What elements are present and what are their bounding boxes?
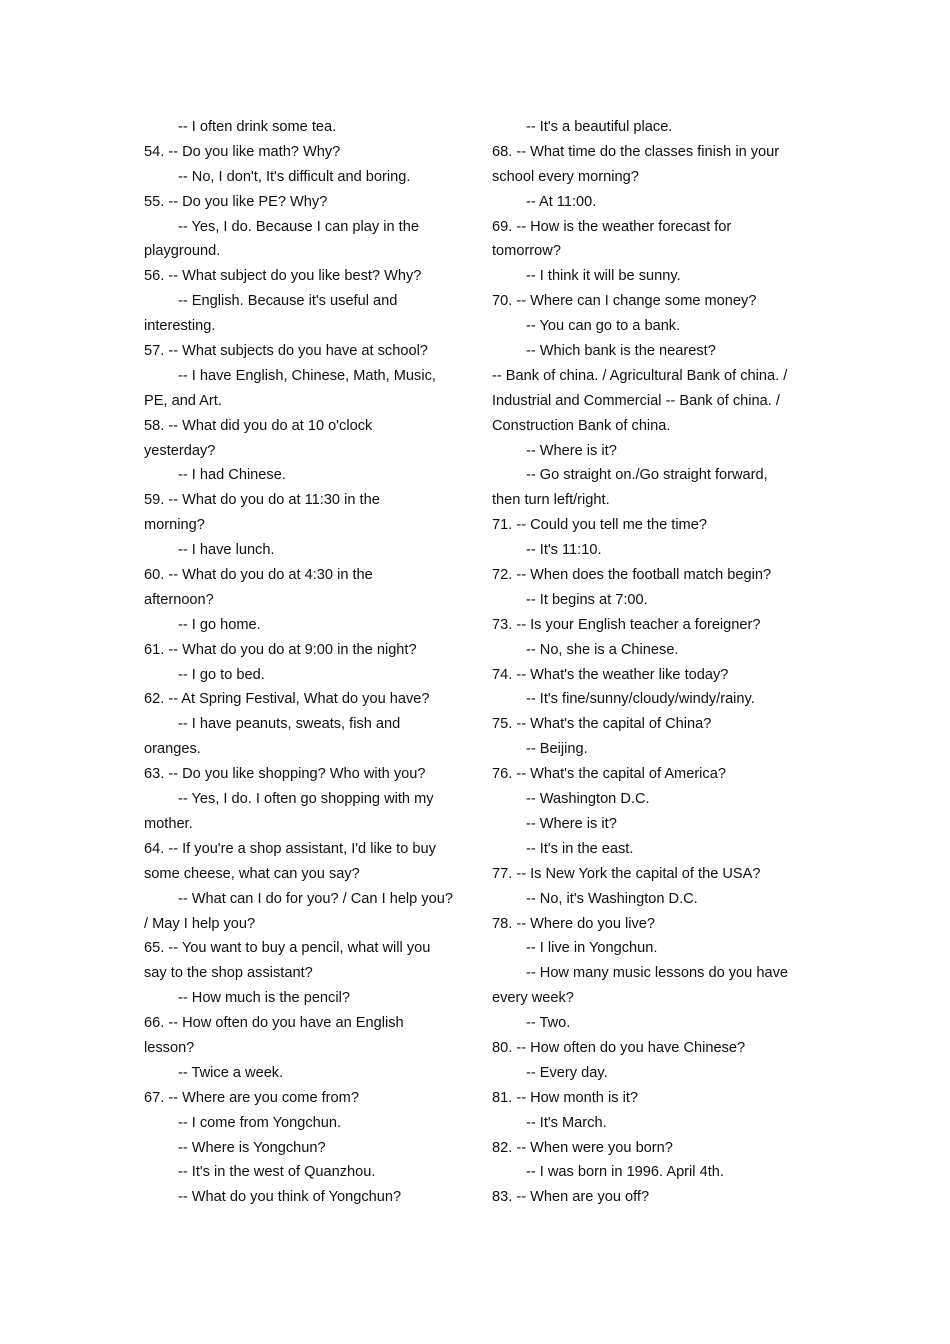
answer-line: -- How much is the pencil? xyxy=(178,990,350,1007)
question-line: 78. -- Where do you live? xyxy=(492,915,656,932)
question-line: 66. -- How often do you have an English xyxy=(144,1015,404,1032)
question-line: say to the shop assistant? xyxy=(144,965,313,982)
question-line: 63. -- Do you like shopping? Who with you? xyxy=(144,766,426,783)
question-line: 61. -- What do you do at 9:00 in the night? xyxy=(144,641,417,658)
answer-line: -- It's 11:10. xyxy=(526,542,602,559)
question-line: 65. -- You want to buy a pencil, what will you xyxy=(144,940,431,957)
question-line: 71. -- Could you tell me the time? xyxy=(492,517,707,534)
question-line: Industrial and Commercial -- Bank of china. / xyxy=(492,392,780,409)
question-line: 77. -- Is New York the capital of the USA? xyxy=(492,865,761,882)
answer-line: -- I live in Yongchun. xyxy=(526,940,658,957)
question-line: every week? xyxy=(492,990,574,1007)
question-line: PE, and Art. xyxy=(144,392,222,409)
answer-line: -- No, I don't, It's difficult and boring. xyxy=(178,168,411,185)
answer-line: -- I go home. xyxy=(178,616,261,633)
answer-line: -- Yes, I do. Because I can play in the xyxy=(178,218,419,235)
answer-line: -- I go to bed. xyxy=(178,666,265,683)
answer-line: -- Where is it? xyxy=(526,815,617,832)
question-line: 76. -- What's the capital of America? xyxy=(492,766,726,783)
answer-line: -- I think it will be sunny. xyxy=(526,268,681,285)
answer-line: -- I had Chinese. xyxy=(178,467,286,484)
answer-line: -- English. Because it's useful and xyxy=(178,293,398,310)
question-line: afternoon? xyxy=(144,591,214,608)
question-line: 56. -- What subject do you like best? Why? xyxy=(144,268,422,285)
question-line: oranges. xyxy=(144,741,201,758)
question-line: 70. -- Where can I change some money? xyxy=(492,293,757,310)
answer-line: -- What can I do for you? / Can I help you? xyxy=(178,890,453,907)
question-line: 55. -- Do you like PE? Why? xyxy=(144,193,328,210)
answer-line: -- It begins at 7:00. xyxy=(526,591,648,608)
answer-line: -- I have English, Chinese, Math, Music, xyxy=(178,367,436,384)
answer-line: -- It's in the east. xyxy=(526,840,634,857)
question-line: 69. -- How is the weather forecast for xyxy=(492,218,732,235)
answer-line: -- I have lunch. xyxy=(178,542,275,559)
answer-line: -- How many music lessons do you have xyxy=(526,965,788,982)
answer-line: -- Washington D.C. xyxy=(526,791,650,808)
left-text-column xyxy=(144,115,474,1210)
question-line: 73. -- Is your English teacher a foreigner? xyxy=(492,616,761,633)
question-line: 58. -- What did you do at 10 o'clock xyxy=(144,417,373,434)
answer-line: -- It's a beautiful place. xyxy=(526,119,673,135)
question-line: 80. -- How often do you have Chinese? xyxy=(492,1039,746,1056)
question-line: 64. -- If you're a shop assistant, I'd like to buy xyxy=(144,840,436,857)
right-text-column xyxy=(492,115,812,1210)
answer-line: -- It's March. xyxy=(526,1114,607,1131)
question-line: playground. xyxy=(144,243,221,260)
question-line: morning? xyxy=(144,517,205,534)
question-line: 74. -- What's the weather like today? xyxy=(492,666,729,683)
question-line: 59. -- What do you do at 11:30 in the xyxy=(144,492,380,509)
question-line: 60. -- What do you do at 4:30 in the xyxy=(144,567,373,584)
question-line: then turn left/right. xyxy=(492,492,610,509)
answer-line: -- It's fine/sunny/cloudy/windy/rainy. xyxy=(526,691,755,708)
answer-line: -- Go straight on./Go straight forward, xyxy=(526,467,768,484)
question-line: 83. -- When are you off? xyxy=(492,1189,650,1206)
answer-line: -- At 11:00. xyxy=(526,193,597,210)
question-line: 67. -- Where are you come from? xyxy=(144,1089,359,1106)
question-line: -- Bank of china. / Agricultural Bank of china. / xyxy=(492,367,788,384)
question-line: 81. -- How month is it? xyxy=(492,1089,638,1106)
answer-line: -- Where is it? xyxy=(526,442,617,459)
answer-line: -- Every day. xyxy=(526,1064,608,1081)
answer-line: -- I often drink some tea. xyxy=(178,119,337,135)
question-line: lesson? xyxy=(144,1039,195,1056)
answer-line: -- You can go to a bank. xyxy=(526,318,681,335)
question-line: 54. -- Do you like math? Why? xyxy=(144,143,341,160)
answer-line: -- Beijing. xyxy=(526,741,588,758)
answer-line: -- Twice a week. xyxy=(178,1064,284,1081)
answer-line: -- Two. xyxy=(526,1015,571,1032)
question-line: 68. -- What time do the classes finish in your xyxy=(492,143,780,160)
answer-line: -- Yes, I do. I often go shopping with my xyxy=(178,791,434,808)
question-line: tomorrow? xyxy=(492,243,561,260)
question-line: 62. -- At Spring Festival, What do you have? xyxy=(144,691,430,708)
answer-line: -- No, it's Washington D.C. xyxy=(526,890,698,907)
question-line: Construction Bank of china. xyxy=(492,417,671,434)
question-line: some cheese, what can you say? xyxy=(144,865,360,882)
answer-line: -- I have peanuts, sweats, fish and xyxy=(178,716,401,733)
answer-line: -- No, she is a Chinese. xyxy=(526,641,679,658)
question-line: mother. xyxy=(144,815,193,832)
answer-line: -- I was born in 1996. April 4th. xyxy=(526,1164,724,1181)
question-line: school every morning? xyxy=(492,168,639,185)
answer-line: -- Which bank is the nearest? xyxy=(526,343,716,360)
answer-line: -- It's in the west of Quanzhou. xyxy=(178,1164,376,1181)
question-line: 57. -- What subjects do you have at school? xyxy=(144,343,428,360)
answer-line: -- What do you think of Yongchun? xyxy=(178,1189,402,1206)
question-line: interesting. xyxy=(144,318,216,335)
question-line: 75. -- What's the capital of China? xyxy=(492,716,712,733)
question-line: / May I help you? xyxy=(144,915,256,932)
answer-line: -- I come from Yongchun. xyxy=(178,1114,342,1131)
answer-line: -- Where is Yongchun? xyxy=(178,1139,326,1156)
question-line: 82. -- When were you born? xyxy=(492,1139,673,1156)
question-line: yesterday? xyxy=(144,442,216,459)
question-line: 72. -- When does the football match begin? xyxy=(492,567,772,584)
